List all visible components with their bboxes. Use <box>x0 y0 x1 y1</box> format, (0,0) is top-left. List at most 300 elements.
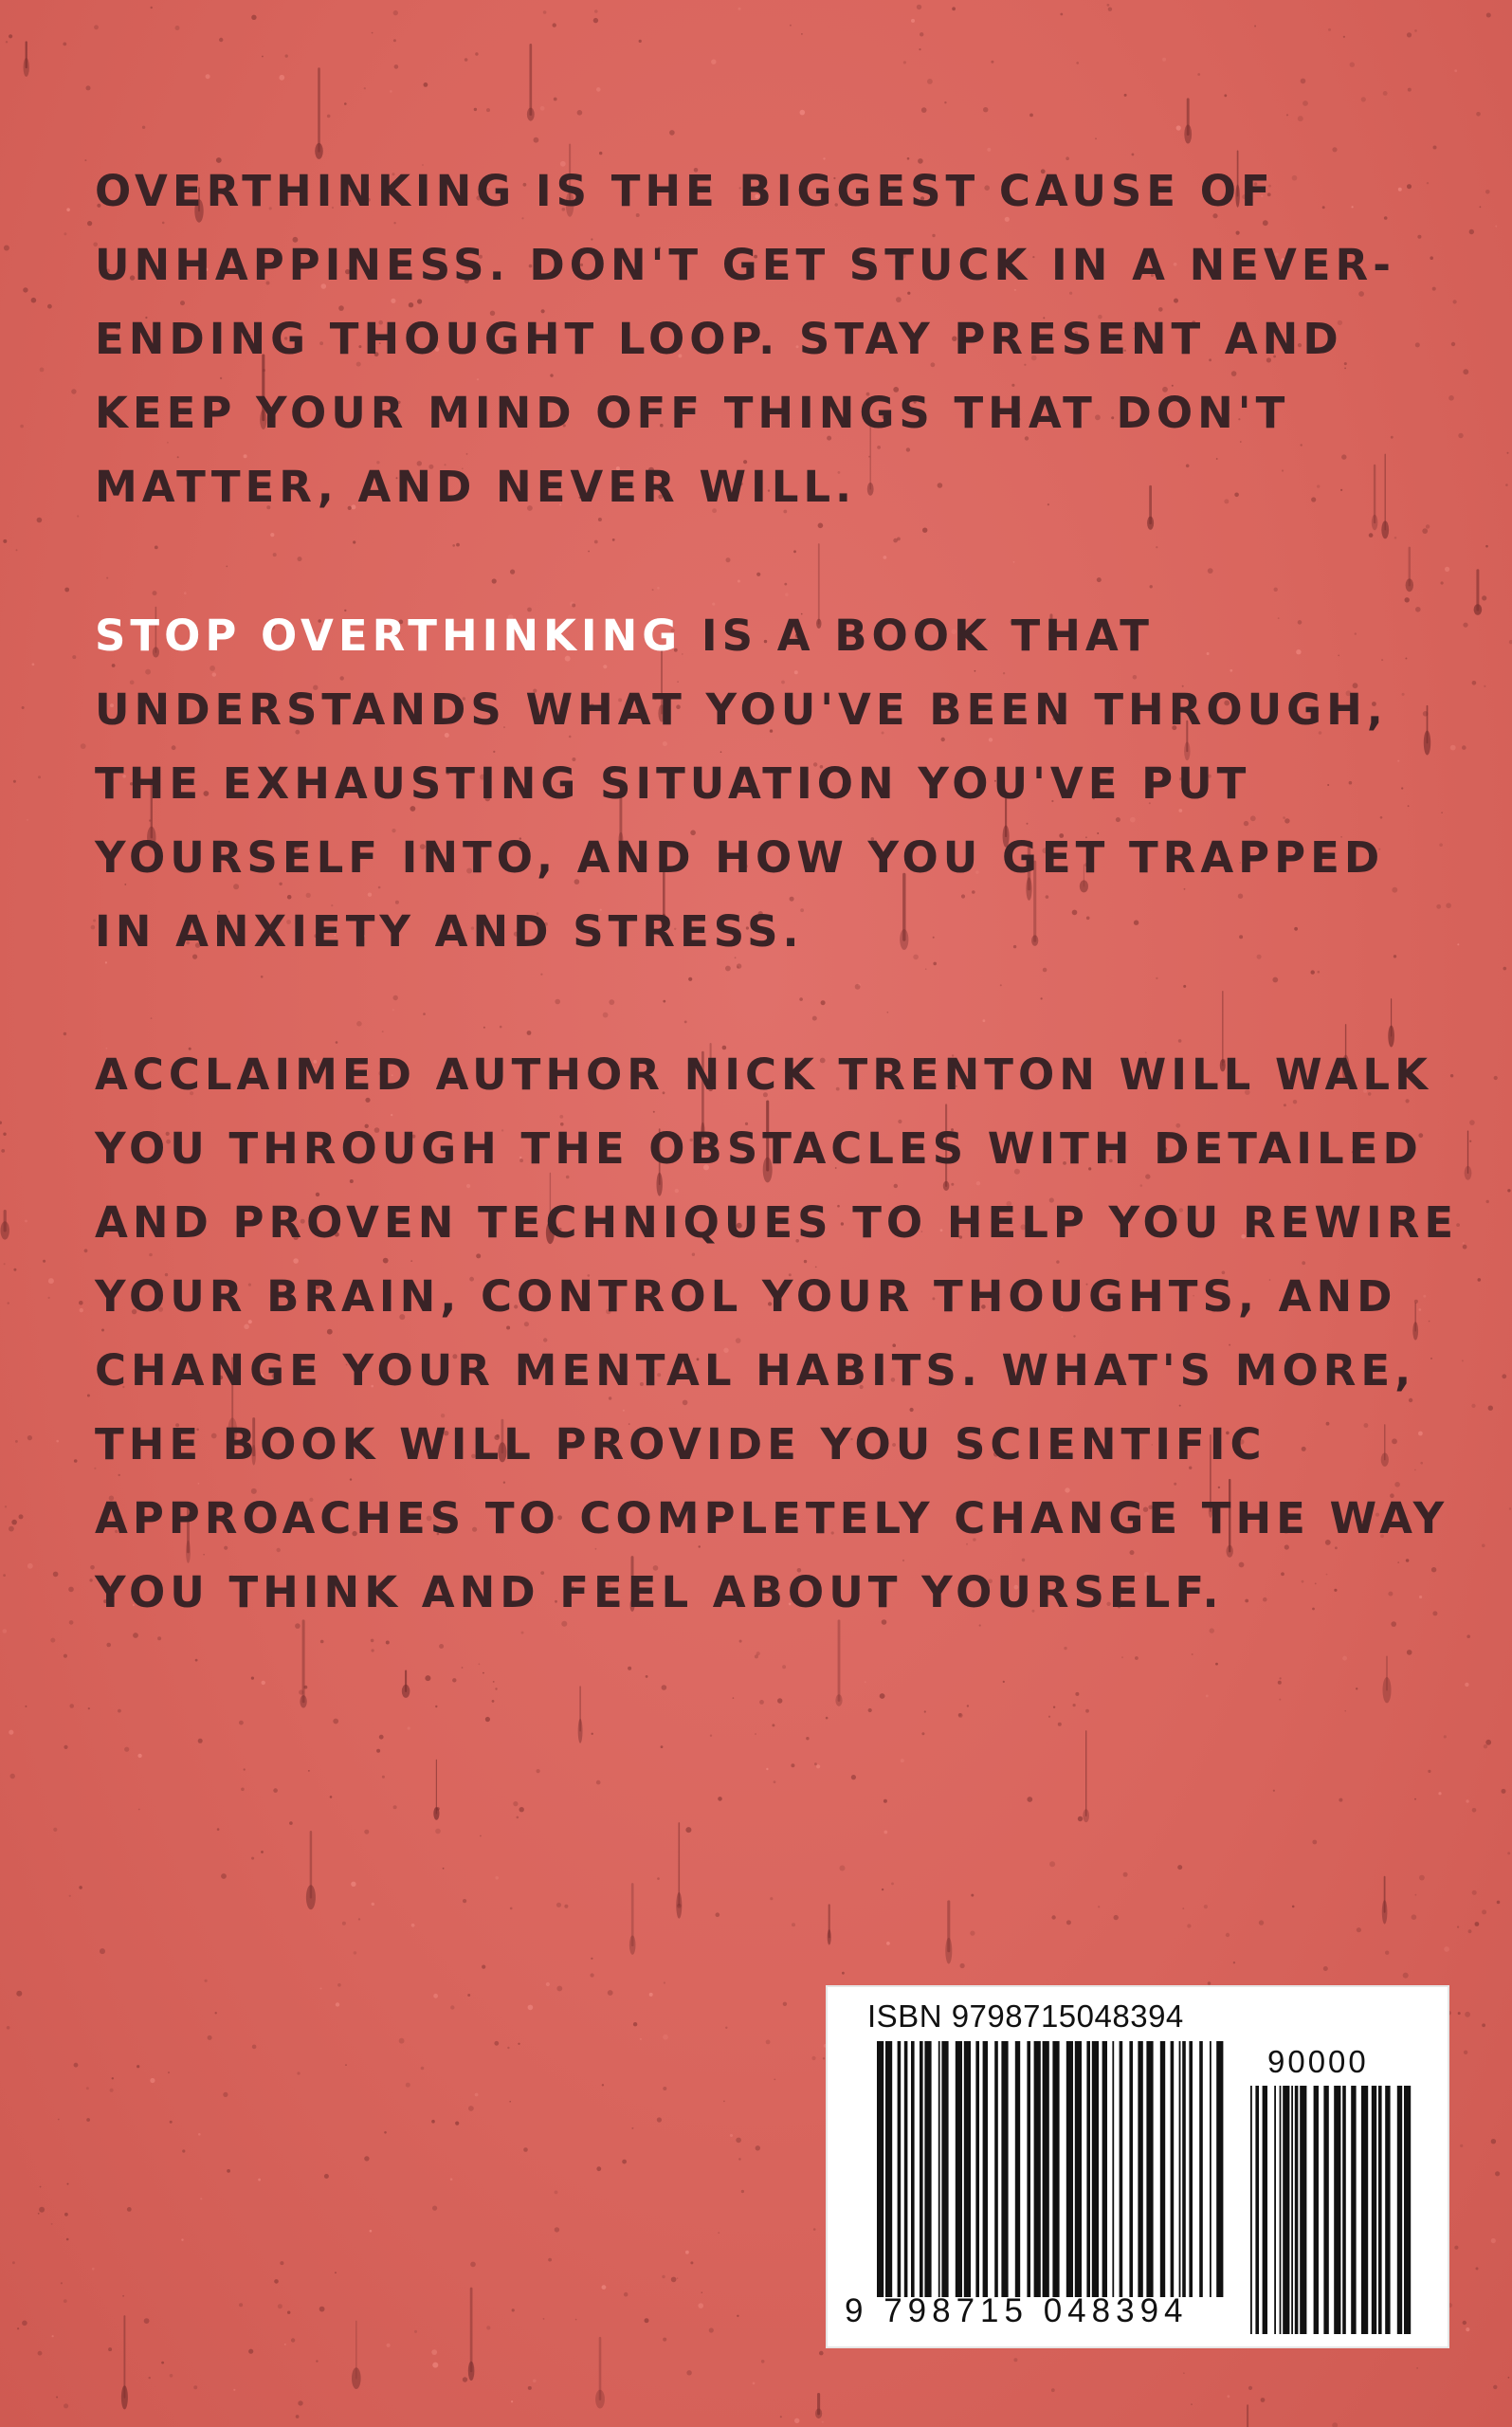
drip-drop <box>527 108 535 121</box>
speckle <box>1495 2171 1500 2176</box>
speckle <box>737 2315 738 2317</box>
speckle <box>1475 1922 1480 1926</box>
speckle <box>155 546 158 550</box>
speckle <box>386 1641 390 1645</box>
speckle <box>382 1776 385 1779</box>
speckle <box>1471 1404 1475 1408</box>
speckle <box>3 1629 8 1633</box>
barcode-bar <box>1189 2041 1193 2297</box>
speckle <box>298 2400 302 2405</box>
speckle <box>901 1759 904 1762</box>
speckle <box>124 1747 129 1752</box>
speckle <box>106 577 108 579</box>
speckle <box>677 2277 679 2279</box>
speckle <box>1488 1406 1493 1411</box>
speckle <box>663 2035 668 2040</box>
speckle <box>8 1302 9 1304</box>
speckle <box>603 1013 609 1018</box>
speckle <box>433 1994 438 1998</box>
speckle <box>553 23 556 27</box>
speckle <box>922 528 927 533</box>
speckle <box>987 148 991 152</box>
speckle <box>86 85 91 90</box>
speckle <box>69 1704 74 1708</box>
drip-drop <box>1083 1809 1089 1822</box>
speckle <box>456 543 460 547</box>
speckle <box>652 589 654 591</box>
speckle <box>1426 524 1430 528</box>
speckle <box>759 1700 764 1705</box>
speckle <box>9 1730 13 1735</box>
speckle <box>766 1768 768 1770</box>
drip-drop <box>629 1936 636 1955</box>
speckle <box>181 2238 183 2240</box>
speckle <box>540 106 545 111</box>
speckle <box>880 1693 885 1699</box>
speckle <box>1176 125 1181 130</box>
speckle <box>1466 2327 1469 2331</box>
speckle <box>887 1012 889 1013</box>
speckle <box>911 19 915 23</box>
speckle <box>1482 595 1486 600</box>
speckle <box>1332 147 1337 152</box>
speckle <box>588 551 590 553</box>
speckle <box>394 64 399 69</box>
speckle <box>258 2179 261 2181</box>
speckle <box>1369 533 1374 538</box>
speckle <box>1462 1359 1464 1361</box>
speckle <box>150 2078 155 2083</box>
speckle <box>596 2166 601 2171</box>
speckle <box>1204 1905 1208 1908</box>
speckle <box>308 1770 310 1772</box>
speckle <box>533 2380 537 2383</box>
speckle <box>1484 685 1485 687</box>
speckle <box>241 1788 245 1792</box>
speckle <box>1507 1189 1510 1192</box>
speckle <box>555 2191 558 2195</box>
speckle <box>1454 2246 1458 2250</box>
speckle <box>952 7 956 10</box>
speckle <box>821 1000 826 1005</box>
barcode-bar <box>1404 2086 1411 2334</box>
speckle <box>1491 2139 1496 2144</box>
barcode-bar <box>1334 2086 1340 2334</box>
price-addon-code: 90000 <box>1267 2044 1369 2079</box>
speckle <box>920 32 923 36</box>
speckle <box>118 1709 121 1713</box>
speckle <box>518 2043 519 2045</box>
speckle <box>64 588 69 593</box>
speckle <box>262 1681 265 1685</box>
speckle <box>200 2198 202 2199</box>
speckle <box>726 557 731 562</box>
drip-drop <box>945 1938 952 1964</box>
speckle <box>353 540 355 543</box>
speckle <box>1465 1683 1468 1687</box>
speckle <box>690 2261 693 2264</box>
speckle <box>345 2064 347 2066</box>
speckle <box>58 2119 60 2121</box>
barcode-bar <box>1351 2086 1356 2334</box>
speckle <box>138 1809 140 1811</box>
speckle <box>1156 546 1157 548</box>
speckle <box>1507 1852 1510 1854</box>
speckle <box>27 1435 32 1440</box>
speckle <box>1469 229 1474 234</box>
speckle <box>25 1220 27 1223</box>
speckle <box>112 2077 114 2079</box>
speckle <box>61 2282 63 2284</box>
speckle <box>248 2349 253 2354</box>
speckle <box>1476 112 1481 117</box>
speckle <box>1226 1933 1230 1937</box>
barcode-bar <box>1001 2041 1008 2297</box>
speckle <box>87 1395 90 1397</box>
speckle <box>1444 1735 1447 1738</box>
speckle <box>56 2397 58 2399</box>
speckle <box>227 2169 230 2173</box>
speckle <box>342 1922 346 1925</box>
speckle <box>1472 1808 1477 1813</box>
speckle <box>1469 1141 1471 1142</box>
barcode-bar <box>1034 2041 1041 2297</box>
speckle <box>511 2400 513 2402</box>
speckle <box>780 2416 782 2418</box>
speckle <box>425 1675 430 1681</box>
speckle <box>151 1017 153 1019</box>
speckle <box>812 1016 817 1021</box>
barcode-bar <box>1250 2086 1252 2334</box>
speckle <box>645 2318 649 2323</box>
speckle <box>408 1726 410 1729</box>
speckle <box>794 2418 799 2423</box>
speckle <box>371 1639 374 1643</box>
drip-drop <box>121 2385 128 2409</box>
speckle <box>1508 2377 1510 2379</box>
speckle <box>1458 2012 1461 2015</box>
speckle <box>149 2377 151 2379</box>
speckle <box>443 1868 445 1870</box>
barcode-bar <box>1027 2041 1030 2297</box>
speckle <box>287 2311 290 2314</box>
speckle <box>198 2133 201 2136</box>
speckle <box>79 1301 83 1305</box>
speckle <box>475 2093 479 2097</box>
speckle <box>452 544 455 547</box>
speckle <box>435 1706 437 1707</box>
speckle <box>806 1737 809 1740</box>
speckle <box>1445 567 1449 572</box>
speckle <box>262 56 264 58</box>
speckle <box>1187 1924 1191 1927</box>
speckle <box>657 2117 662 2122</box>
speckle <box>868 1708 872 1712</box>
speckle <box>884 556 887 559</box>
speckle <box>741 2190 744 2193</box>
speckle <box>379 1735 384 1740</box>
speckle <box>1311 970 1315 974</box>
speckle <box>718 2232 720 2234</box>
speckle <box>543 10 547 14</box>
speckle <box>701 2291 703 2293</box>
addon-barcode-bars <box>1250 2086 1417 2334</box>
speckle <box>790 25 792 27</box>
speckle <box>51 2223 53 2225</box>
speckle <box>485 1717 490 1722</box>
speckle <box>278 2304 282 2308</box>
speckle <box>77 515 79 517</box>
speckle <box>486 108 490 112</box>
speckle <box>20 425 24 429</box>
speckle <box>649 1993 653 1997</box>
speckle <box>1463 2321 1466 2325</box>
speckle <box>1076 62 1079 64</box>
drip-drop <box>433 1807 439 1820</box>
speckle <box>414 2330 417 2333</box>
barcode-bar <box>964 2041 971 2297</box>
speckle <box>1385 1951 1389 1955</box>
speckle <box>596 87 601 92</box>
speckle <box>1121 1656 1123 1658</box>
speckle <box>217 1828 220 1831</box>
speckle <box>71 389 76 393</box>
speckle <box>1182 1907 1184 1909</box>
speckle <box>738 8 741 10</box>
barcode-bar <box>1102 2041 1107 2297</box>
speckle <box>206 74 210 79</box>
speckle <box>335 2272 337 2273</box>
speckle <box>813 2228 816 2231</box>
speckle <box>1233 1962 1235 1963</box>
speckle <box>971 1894 974 1897</box>
speckle <box>1344 1710 1346 1712</box>
speckle <box>1463 1242 1465 1244</box>
speckle <box>1486 1200 1489 1203</box>
speckle <box>64 1654 67 1658</box>
speckle <box>1301 79 1306 84</box>
barcode-bar <box>1300 2086 1306 2334</box>
speckle <box>68 1587 74 1593</box>
speckle <box>63 43 66 46</box>
speckle <box>5 1505 7 1507</box>
speckle <box>624 2292 628 2297</box>
speckle <box>772 1724 774 1726</box>
speckle <box>1465 2012 1470 2017</box>
speckle <box>1454 69 1457 72</box>
speckle <box>424 82 428 87</box>
barcode-bar <box>1182 2041 1186 2297</box>
barcode-bar <box>975 2041 979 2297</box>
barcode-bar <box>1092 2041 1099 2297</box>
speckle <box>219 38 223 42</box>
speckle <box>226 566 228 568</box>
speckle <box>151 7 153 9</box>
speckle <box>684 1021 687 1024</box>
barcode-digits: 9 798715 048394 <box>845 2292 1189 2329</box>
speckle <box>3 539 7 543</box>
speckle <box>470 2262 476 2268</box>
speckle <box>64 2403 68 2408</box>
speckle <box>184 592 187 594</box>
speckle <box>755 1733 756 1735</box>
speckle <box>1318 971 1321 974</box>
speckle <box>38 776 41 778</box>
barcode-bar <box>1120 2041 1123 2297</box>
speckle <box>1292 1906 1295 1908</box>
speckle <box>1414 1798 1416 1800</box>
speckle <box>354 1951 356 1954</box>
speckle <box>814 1762 817 1765</box>
drip-drop <box>306 1885 316 1909</box>
speckle <box>1394 537 1397 539</box>
speckle <box>86 2118 90 2122</box>
speckle <box>1114 1915 1119 1920</box>
speckle <box>244 1768 246 1770</box>
speckle <box>738 580 740 583</box>
speckle <box>733 1697 735 1699</box>
speckle <box>602 2084 604 2086</box>
blurb-paragraph-2-text: IS A BOOK THAT UNDERSTANDS WHAT YOU'VE BEEN THROUGH, THE EXHAUSTING SITUATION YOU'VE PUT YOURSELF INTO, AND HOW YOU GET TRAPPED IN ANXIETY AND STRESS. <box>95 611 1388 957</box>
speckle <box>393 39 396 42</box>
speckle <box>273 1788 278 1793</box>
speckle <box>233 2389 235 2391</box>
speckle <box>1482 2023 1485 2027</box>
speckle <box>1135 1656 1139 1660</box>
speckle <box>1332 2422 1338 2427</box>
speckle <box>685 2251 689 2254</box>
speckle <box>23 287 27 292</box>
speckle <box>251 1857 254 1860</box>
speckle <box>393 995 398 1000</box>
speckle <box>1280 1677 1282 1679</box>
speckle <box>1503 967 1507 971</box>
speckle <box>1509 1507 1511 1509</box>
speckle <box>577 110 583 116</box>
speckle <box>1497 1901 1501 1905</box>
barcode-bar <box>1043 2041 1049 2297</box>
speckle <box>1328 28 1331 31</box>
speckle <box>333 1719 338 1724</box>
speckle <box>1414 29 1417 32</box>
speckle <box>1485 1740 1491 1745</box>
speckle <box>9 34 12 38</box>
speckle <box>6 41 8 43</box>
speckle <box>1343 36 1345 38</box>
speckle <box>1482 1544 1485 1548</box>
speckle <box>289 1821 293 1825</box>
speckle <box>1078 1816 1083 1821</box>
speckle <box>1206 1695 1209 1698</box>
speckle <box>730 2134 733 2137</box>
speckle <box>594 9 598 13</box>
speckle <box>1462 745 1466 750</box>
speckle <box>960 1963 965 1968</box>
speckle <box>1495 226 1497 228</box>
speckle <box>474 108 477 111</box>
barcode-bar <box>1378 2086 1382 2334</box>
speckle <box>482 1965 485 1969</box>
speckle <box>1433 146 1437 150</box>
barcode-bar <box>1179 2041 1181 2297</box>
speckle <box>510 570 515 575</box>
speckle <box>507 2047 509 2049</box>
barcode-bar <box>1385 2086 1390 2334</box>
speckle <box>144 2318 150 2324</box>
speckle <box>384 2131 387 2134</box>
speckle <box>523 2147 528 2152</box>
book-title-highlight: STOP OVERTHINKING <box>95 611 683 661</box>
speckle <box>80 1308 83 1312</box>
speckle <box>467 1994 470 1997</box>
speckle <box>622 2160 627 2164</box>
speckle <box>1013 561 1015 563</box>
speckle <box>175 26 180 30</box>
speckle <box>72 655 76 659</box>
speckle <box>50 1638 55 1643</box>
speckle <box>1085 1709 1089 1713</box>
speckle <box>493 1681 495 1683</box>
barcode-bar <box>877 2041 884 2297</box>
speckle <box>38 2351 43 2356</box>
speckle <box>1441 581 1444 584</box>
speckle <box>1208 568 1213 574</box>
barcode-bar <box>1295 2086 1299 2334</box>
speckle <box>462 1667 464 1669</box>
speckle <box>251 1677 254 1680</box>
speckle <box>927 79 933 84</box>
speckle <box>882 1889 884 1890</box>
speckle <box>1 1149 5 1153</box>
speckle <box>739 1640 742 1643</box>
speckle <box>784 583 787 586</box>
speckle <box>110 2089 114 2092</box>
speckle <box>168 2071 170 2073</box>
speckle <box>1000 984 1002 986</box>
barcode-bar <box>1129 2041 1133 2297</box>
speckle <box>1053 1706 1055 1708</box>
speckle <box>53 1828 57 1832</box>
barcode-bar <box>911 2041 915 2297</box>
speckle <box>324 2174 329 2179</box>
speckle <box>819 2351 824 2356</box>
speckle <box>602 2285 607 2290</box>
speckle <box>74 1459 78 1463</box>
speckle <box>826 1717 829 1720</box>
speckle <box>519 1807 524 1812</box>
barcode-bar <box>1015 2041 1020 2297</box>
speckle <box>756 2145 760 2150</box>
speckle <box>1484 1744 1487 1748</box>
speckle <box>1403 1973 1409 1979</box>
speckle <box>575 2319 577 2321</box>
speckle <box>66 2238 69 2241</box>
speckle <box>1464 2051 1467 2054</box>
speckle <box>774 2079 775 2081</box>
speckle <box>495 1876 499 1880</box>
speckle <box>540 974 542 976</box>
speckle <box>1095 137 1097 139</box>
speckle <box>657 1877 660 1880</box>
speckle <box>1407 1650 1412 1655</box>
speckle <box>0 1122 2 1124</box>
barcode-bar <box>1086 2041 1090 2297</box>
barcode-bar <box>1283 2086 1289 2334</box>
speckle <box>1482 1909 1486 1914</box>
speckle <box>663 2338 666 2342</box>
speckle <box>800 110 806 116</box>
speckle <box>766 2040 771 2045</box>
